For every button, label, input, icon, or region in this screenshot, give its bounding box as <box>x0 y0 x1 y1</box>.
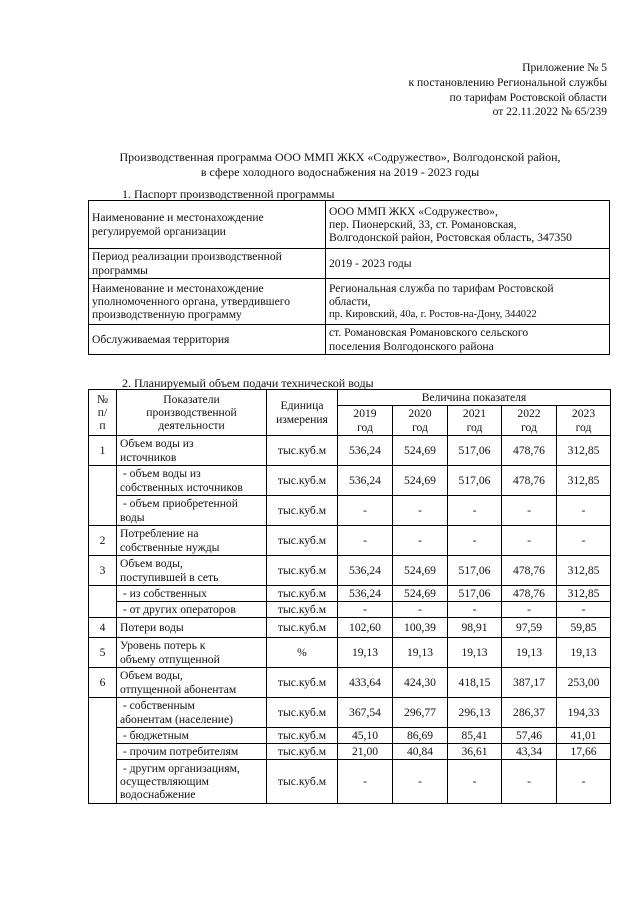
label-line: Потребление на <box>120 527 199 541</box>
value-cell: 478,76 <box>502 466 557 496</box>
unit-cell: тыс.куб.м <box>267 586 338 602</box>
table-row <box>89 496 611 526</box>
appendix-line: по тарифам Ростовской области <box>449 90 607 104</box>
passport-row <box>89 201 610 249</box>
year-suffix: год <box>466 420 483 434</box>
value-cell: - <box>393 602 448 618</box>
table-row <box>89 728 611 744</box>
value-cell: 97,59 <box>502 618 557 638</box>
label-line: отпущенной абонентам <box>120 682 237 696</box>
value-cell: 17,66 <box>557 744 611 760</box>
label-line: поступившей в сеть <box>120 570 219 584</box>
table-row <box>89 698 611 728</box>
passport-row <box>89 249 610 279</box>
row-number: 5 <box>89 638 117 668</box>
value-cell: 296,13 <box>448 698 502 728</box>
value-cell: - <box>393 760 448 804</box>
label-line: - собственным <box>120 699 195 713</box>
value-cell: 21,00 <box>338 744 393 760</box>
row-number: 1 <box>89 436 117 466</box>
year-suffix: год <box>412 420 428 434</box>
appendix-line: от 22.11.2022 № 65/239 <box>492 105 607 119</box>
indicator-label <box>117 526 267 556</box>
indicator-label <box>117 466 267 496</box>
indicator-label <box>117 698 267 728</box>
unit-cell: % <box>267 638 338 668</box>
label-line: - объем воды из <box>120 467 201 481</box>
value-cell: 517,06 <box>448 556 502 586</box>
label-line: источников <box>120 450 177 464</box>
value-cell: - <box>557 496 611 526</box>
passport-key: Период реализации производственной программы <box>89 249 326 279</box>
value-cell: 312,85 <box>557 586 611 602</box>
unit-cell: тыс.куб.м <box>267 466 338 496</box>
passport-row <box>89 325 610 355</box>
value-cell: 59,85 <box>557 618 611 638</box>
value-cell: - <box>448 526 502 556</box>
header-line: Единица <box>280 399 324 413</box>
table-row <box>89 668 611 698</box>
year-label: 2023 <box>571 407 596 421</box>
passport-key: Наименование и местонахождение уполномоченного органа, утвердившего производственную программу <box>89 279 326 325</box>
year-header <box>502 406 557 436</box>
table-row <box>89 618 611 638</box>
row-number: 4 <box>89 618 117 638</box>
passport-value <box>326 279 610 325</box>
year-label: 2019 <box>353 407 377 421</box>
value-cell: 424,30 <box>393 668 448 698</box>
label-line: - от других операторов <box>120 602 236 616</box>
header-line: Показатели <box>163 392 220 406</box>
title-line-1: Производственная программа ООО ММП ЖКХ «Содружество», Волгодонской район, <box>119 150 561 164</box>
value-cell: 100,39 <box>393 618 448 638</box>
value-cell: 312,85 <box>557 556 611 586</box>
value-cell: - <box>557 526 611 556</box>
value-cell: 36,61 <box>448 744 502 760</box>
appendix-line: Приложение № 5 <box>522 61 607 74</box>
appendix-line: к постановлению Региональной службы <box>408 75 607 89</box>
unit-cell: тыс.куб.м <box>267 698 338 728</box>
value-cell: 524,69 <box>393 466 448 496</box>
indicator-label <box>117 602 267 618</box>
passport-table <box>88 200 610 355</box>
value-cell: 41,01 <box>557 728 611 744</box>
value-cell: - <box>557 602 611 618</box>
unit-cell: тыс.куб.м <box>267 744 338 760</box>
year-header <box>338 406 393 436</box>
value-cell: - <box>502 602 557 618</box>
num-header <box>89 390 117 436</box>
value-cell: 40,84 <box>393 744 448 760</box>
label-line: собственных источников <box>120 480 243 494</box>
value-cell: 536,24 <box>338 466 393 496</box>
header-row-1 <box>89 390 611 406</box>
value-cell: 19,13 <box>393 638 448 668</box>
unit-cell: тыс.куб.м <box>267 618 338 638</box>
value-cell: 524,69 <box>393 556 448 586</box>
row-number: 2 <box>89 526 117 556</box>
table-row <box>89 638 611 668</box>
header-line: деятельности <box>158 419 225 433</box>
table-row <box>89 602 611 618</box>
passport-value <box>326 201 610 249</box>
label-line: собственные нужды <box>120 540 220 554</box>
value-cell: 19,13 <box>502 638 557 668</box>
value-line: ст. Романовская Романовского сельского <box>329 326 529 340</box>
value-cell: 85,41 <box>448 728 502 744</box>
table-row <box>89 744 611 760</box>
passport-row <box>89 279 610 325</box>
year-label: 2022 <box>517 407 541 421</box>
row-number: 3 <box>89 556 117 586</box>
value-cell: 524,69 <box>393 586 448 602</box>
value-line: поселения Волгодонского района <box>329 339 494 353</box>
passport-value <box>326 249 610 279</box>
value-line: пер. Пионерский, 33, ст. Романовская, <box>329 217 517 231</box>
year-suffix: год <box>521 420 537 434</box>
value-cell: - <box>502 526 557 556</box>
value-cell: - <box>557 760 611 804</box>
value-cell: - <box>338 760 393 804</box>
value-cell: 312,85 <box>557 436 611 466</box>
value-cell: 524,69 <box>393 436 448 466</box>
value-cell: 45,10 <box>338 728 393 744</box>
document-title <box>60 150 620 179</box>
volume-table-body <box>89 436 611 804</box>
value-cell: 536,24 <box>338 586 393 602</box>
unit-cell: тыс.куб.м <box>267 668 338 698</box>
value-cell: 517,06 <box>448 466 502 496</box>
value-cell: 102,60 <box>338 618 393 638</box>
year-label: 2020 <box>408 407 432 421</box>
indicator-label <box>117 436 267 466</box>
table-row <box>89 526 611 556</box>
table-row <box>89 586 611 602</box>
value-cell: - <box>502 760 557 804</box>
label-line: водоснабжение <box>120 788 196 802</box>
label-line: - объем приобретенной <box>120 497 238 511</box>
value-cell: - <box>338 526 393 556</box>
value-cell: 19,13 <box>338 638 393 668</box>
unit-cell: тыс.куб.м <box>267 496 338 526</box>
table-row <box>89 760 611 804</box>
value-cell: 433,64 <box>338 668 393 698</box>
value-cell: 296,77 <box>393 698 448 728</box>
value-cell: 57,46 <box>502 728 557 744</box>
label-line: Потери воды <box>120 620 184 634</box>
value-cell: - <box>448 602 502 618</box>
value-cell: 367,54 <box>338 698 393 728</box>
value-cell: 253,00 <box>557 668 611 698</box>
label-line: - из собственных <box>120 586 207 600</box>
value-line: Волгодонской район, Ростовская область, 347350 <box>329 231 572 245</box>
volume-table <box>88 389 611 804</box>
label-line: Объем воды из <box>120 437 194 451</box>
value-cell: 19,13 <box>448 638 502 668</box>
year-header <box>393 406 448 436</box>
indicator-label <box>117 638 267 668</box>
label-line: Объем воды, <box>120 669 183 683</box>
value-cell: 194,33 <box>557 698 611 728</box>
year-header <box>557 406 611 436</box>
label-line: - другим организациям, <box>120 761 240 775</box>
row-number <box>89 698 117 804</box>
value-group-header: Величина показателя <box>338 390 611 406</box>
indicator-label <box>117 668 267 698</box>
unit-header <box>267 390 338 436</box>
unit-cell: тыс.куб.м <box>267 436 338 466</box>
label-line: - бюджетным <box>120 728 189 742</box>
label-line: Уровень потерь к <box>120 639 206 653</box>
indicator-label <box>117 618 267 638</box>
row-number <box>89 466 117 526</box>
indicator-label <box>117 556 267 586</box>
indicators-header <box>117 390 267 436</box>
passport-key: Наименование и местонахождение регулируемой организации <box>89 201 326 249</box>
section-1-heading: 1. Паспорт производственной программы <box>122 187 335 201</box>
year-label: 2021 <box>462 407 487 421</box>
indicator-label <box>117 728 267 744</box>
indicator-label <box>117 760 267 804</box>
passport-key: Обслуживаемая территория <box>89 325 326 355</box>
table-row <box>89 436 611 466</box>
year-suffix: год <box>575 420 592 434</box>
section-2-heading: 2. Планируемый объем подачи технической воды <box>122 376 374 390</box>
value-cell: - <box>338 496 393 526</box>
value-cell: 312,85 <box>557 466 611 496</box>
label-line: объему отпущенной <box>120 652 220 666</box>
value-cell: 478,76 <box>502 586 557 602</box>
value-line: области, <box>329 294 371 308</box>
value-cell: 536,24 <box>338 556 393 586</box>
title-line-2: в сфере холодного водоснабжения на 2019 - 2023 годы <box>200 164 480 179</box>
value-cell: - <box>448 496 502 526</box>
value-line: 2019 - 2023 годы <box>329 256 412 270</box>
value-line: пр. Кировский, 40а, г. Ростов-на-Дону, 344022 <box>329 309 537 321</box>
unit-cell: тыс.куб.м <box>267 760 338 804</box>
label-line: Объем воды, <box>120 557 183 571</box>
value-cell: 387,17 <box>502 668 557 698</box>
row-number <box>89 586 117 618</box>
value-cell: 286,37 <box>502 698 557 728</box>
label-line: абонентам (население) <box>120 712 233 726</box>
year-suffix: год <box>357 420 373 434</box>
value-cell: - <box>502 496 557 526</box>
header-line: п <box>99 419 106 433</box>
year-header <box>448 406 502 436</box>
value-cell: - <box>393 496 448 526</box>
label-line: воды <box>120 510 145 524</box>
header-line: п/ <box>97 405 108 419</box>
indicator-label <box>117 744 267 760</box>
value-cell: 98,91 <box>448 618 502 638</box>
header-line: производственной <box>146 405 237 419</box>
value-line: Региональная служба по тарифам Ростовской <box>329 281 554 295</box>
value-cell: - <box>448 760 502 804</box>
unit-cell: тыс.куб.м <box>267 602 338 618</box>
label-line: - прочим потребителям <box>120 744 239 758</box>
row-number: 6 <box>89 668 117 698</box>
table-row <box>89 466 611 496</box>
value-line: ООО ММП ЖКХ «Содружество», <box>329 204 498 218</box>
passport-value <box>326 325 610 355</box>
value-cell: 536,24 <box>338 436 393 466</box>
value-cell: 418,15 <box>448 668 502 698</box>
value-cell: - <box>338 602 393 618</box>
unit-cell: тыс.куб.м <box>267 526 338 556</box>
indicator-label <box>117 496 267 526</box>
value-cell: 19,13 <box>557 638 611 668</box>
value-cell: - <box>393 526 448 556</box>
indicator-label <box>117 586 267 602</box>
label-line: осуществляющим <box>120 774 210 788</box>
value-cell: 478,76 <box>502 436 557 466</box>
unit-cell: тыс.куб.м <box>267 556 338 586</box>
header-line: измерения <box>276 412 328 426</box>
header-line: № <box>96 392 109 406</box>
table-row <box>89 556 611 586</box>
value-cell: 517,06 <box>448 586 502 602</box>
appendix-block <box>409 61 608 120</box>
unit-cell: тыс.куб.м <box>267 728 338 744</box>
value-cell: 43,34 <box>502 744 557 760</box>
value-cell: 86,69 <box>393 728 448 744</box>
value-cell: 517,06 <box>448 436 502 466</box>
value-cell: 478,76 <box>502 556 557 586</box>
